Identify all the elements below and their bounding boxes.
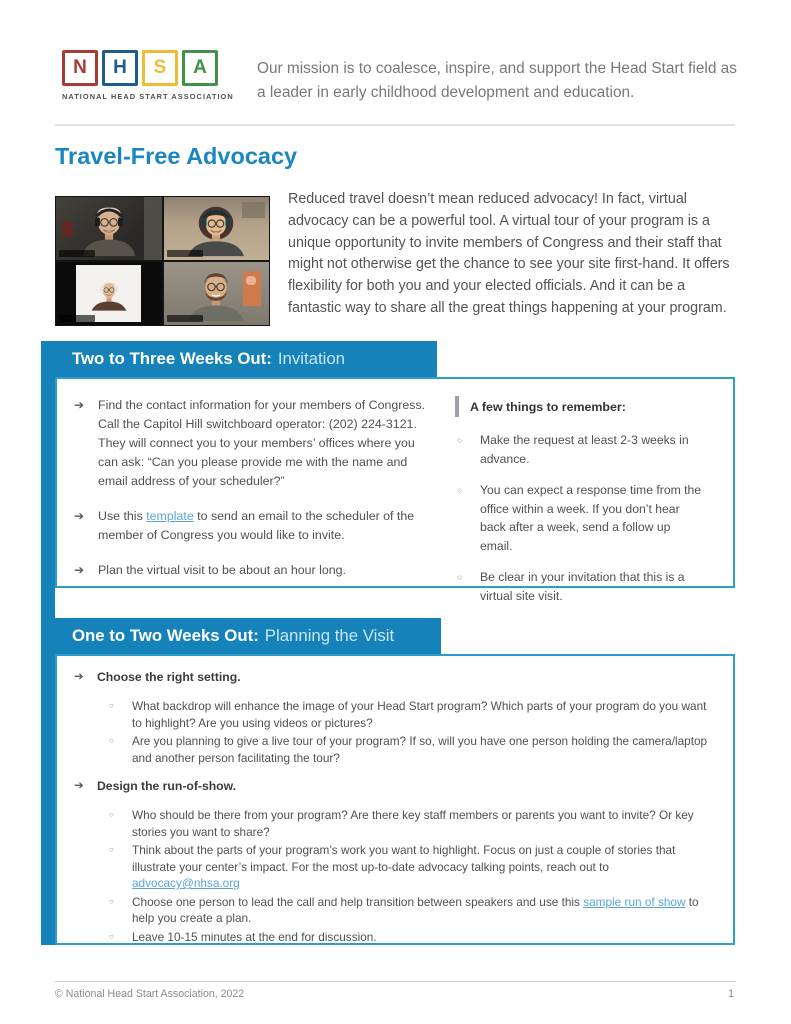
circle-bullet-icon: ○ xyxy=(457,485,463,495)
sidebar-title: A few things to remember: xyxy=(470,400,626,414)
sidebar-accent-bar xyxy=(455,396,459,417)
sample-run-of-show-link[interactable]: sample run of show xyxy=(583,894,686,909)
intro-paragraph: Reduced travel doesn’t mean reduced advocacy! In fact, virtual advocacy can be a powerful tool. A virtual tour of your program is a unique opportunity to invite members of Congress and their staff that might not otherwise get the chance to see your site first-hand. It offers flexibility for both you and your elected officials. And it can be a fantastic way to share all the great things happening at your program. xyxy=(288,191,730,316)
group-sublist xyxy=(107,698,721,766)
list-item-text xyxy=(132,842,721,892)
participant-bottom-right xyxy=(164,262,270,325)
arrow-bullet-icon: ➔ xyxy=(74,509,85,523)
participant-name-tag xyxy=(167,250,203,257)
participant-top-left xyxy=(56,197,162,260)
section-banner-invitation xyxy=(55,341,437,377)
nhsa-logo xyxy=(62,50,232,101)
banner-regular-text: Planning the Visit xyxy=(264,626,395,645)
participant-top-right xyxy=(164,197,270,260)
nhsa-logo-blocks xyxy=(62,50,232,86)
list-item-post: to help you create a plan. xyxy=(132,894,699,925)
arrow-bullet-icon: ➔ xyxy=(74,780,84,792)
circle-bullet-icon: ○ xyxy=(109,896,114,906)
list-item xyxy=(107,733,721,766)
arrow-bullet-icon: ➔ xyxy=(74,398,85,412)
list-item-text: You can expect a response time from the office within a week. If you don’t hear back after a week, send a follow up email. xyxy=(480,483,702,553)
circle-bullet-icon: ○ xyxy=(457,435,463,445)
list-item-pre: Think about the parts of your program’s work you want to highlight. Focus on just a couple of stories that illustrate your center’s impact. For the most up-to-date advocacy talking points, reach out to xyxy=(132,843,676,874)
list-item-text: Make the request at least 2-3 weeks in advance. xyxy=(480,433,689,466)
list-item xyxy=(455,481,710,555)
inner-video-window xyxy=(76,265,141,323)
list-item xyxy=(107,929,721,946)
list-item-text: Leave 10-15 minutes at the end for discussion. xyxy=(132,929,377,944)
template-link[interactable]: template xyxy=(146,509,194,523)
list-item-text: Who should be there from your program? Are there key staff members or parents you want to invite? Or key stories you want to share? xyxy=(132,808,694,839)
video-call-image xyxy=(55,196,270,326)
list-item xyxy=(107,698,721,731)
bullet-text-post: to send an email to the scheduler of the member of Congress you would like to invite. xyxy=(98,509,415,542)
things-to-remember-sidebar xyxy=(455,379,710,603)
group-title-row xyxy=(74,778,721,795)
bullet-item xyxy=(74,396,455,491)
bullet-text-pre: Use this xyxy=(98,509,147,523)
circle-bullet-icon: ○ xyxy=(109,701,114,710)
footer-divider xyxy=(55,981,736,982)
logo-caption: NATIONAL HEAD START ASSOCIATION xyxy=(62,92,234,101)
list-item-text: Be clear in your invitation that this is a virtual site visit. xyxy=(480,570,685,603)
planning-content-box xyxy=(55,654,735,945)
group-title-row xyxy=(74,669,721,686)
arrow-bullet-icon: ➔ xyxy=(74,563,85,577)
list-item-pre: Choose one person to lead the call and help transition between speakers and use this xyxy=(132,894,584,909)
circle-bullet-icon: ○ xyxy=(109,845,114,854)
section-accent-strip xyxy=(41,341,55,945)
logo-block-n: N xyxy=(62,50,98,86)
circle-bullet-icon: ○ xyxy=(109,736,114,745)
participant-name-tag xyxy=(59,250,95,257)
list-item-text xyxy=(132,894,721,927)
page-title: Travel-Free Advocacy xyxy=(55,143,298,169)
list-item xyxy=(455,431,710,468)
arrow-bullet-icon: ➔ xyxy=(74,671,84,683)
bullet-text: Plan the virtual visit to be about an hour long. xyxy=(98,563,346,577)
group-title: Choose the right setting. xyxy=(97,670,241,684)
mission-tagline: Our mission is to coalesce, inspire, and support the Head Start field as a leader in early childhood development and education. xyxy=(257,60,737,101)
list-item xyxy=(455,568,710,605)
banner-regular-text: Invitation xyxy=(277,349,346,368)
section-banner-planning xyxy=(55,618,441,654)
bullet-text: Find the contact information for your members of Congress. Call the Capitol Hill switchboard operator: (202) 224-3121. They will connect you to your members’ offices where you can ask: “Can you please provide me with the name and email address of your scheduler?” xyxy=(98,398,426,488)
bullet-item xyxy=(74,507,455,545)
participant-bottom-left xyxy=(56,262,162,325)
banner-bold-text: One to Two Weeks Out: xyxy=(72,626,259,645)
list-item-text: What backdrop will enhance the image of your Head Start program? Which parts of your program do you want to highlight? Are you using videos or pictures? xyxy=(132,699,707,730)
list-item xyxy=(107,807,721,840)
list-item xyxy=(107,894,721,927)
bullet-text xyxy=(98,507,430,545)
list-item-text: Are you planning to give a live tour of your program? If so, will you have one person holding the camera/laptop and another person facilitating the tour? xyxy=(132,734,708,765)
logo-block-s: S xyxy=(142,50,178,86)
group-title: Design the run-of-show. xyxy=(97,779,237,793)
logo-block-h: H xyxy=(102,50,138,86)
circle-bullet-icon: ○ xyxy=(109,810,114,819)
sidebar-list xyxy=(455,431,710,605)
footer-copyright: © National Head Start Association, 2022 xyxy=(55,988,245,1000)
logo-block-a: A xyxy=(182,50,218,86)
group-sublist xyxy=(107,807,721,945)
banner-bold-text: Two to Three Weeks Out: xyxy=(72,349,272,368)
advocacy-email-link[interactable]: advocacy@nhsa.org xyxy=(132,876,240,890)
bullet-item xyxy=(74,561,455,580)
footer-page-number: 1 xyxy=(728,988,734,1000)
sidebar-title-row xyxy=(455,396,710,417)
invitation-bullet-column xyxy=(57,379,455,586)
participant-name-tag xyxy=(167,315,203,322)
header-divider xyxy=(55,124,735,126)
list-item xyxy=(107,842,721,892)
circle-bullet-icon: ○ xyxy=(109,931,114,941)
invitation-content-box xyxy=(55,377,735,603)
participant-name-tag xyxy=(59,315,95,322)
circle-bullet-icon: ○ xyxy=(457,572,463,582)
